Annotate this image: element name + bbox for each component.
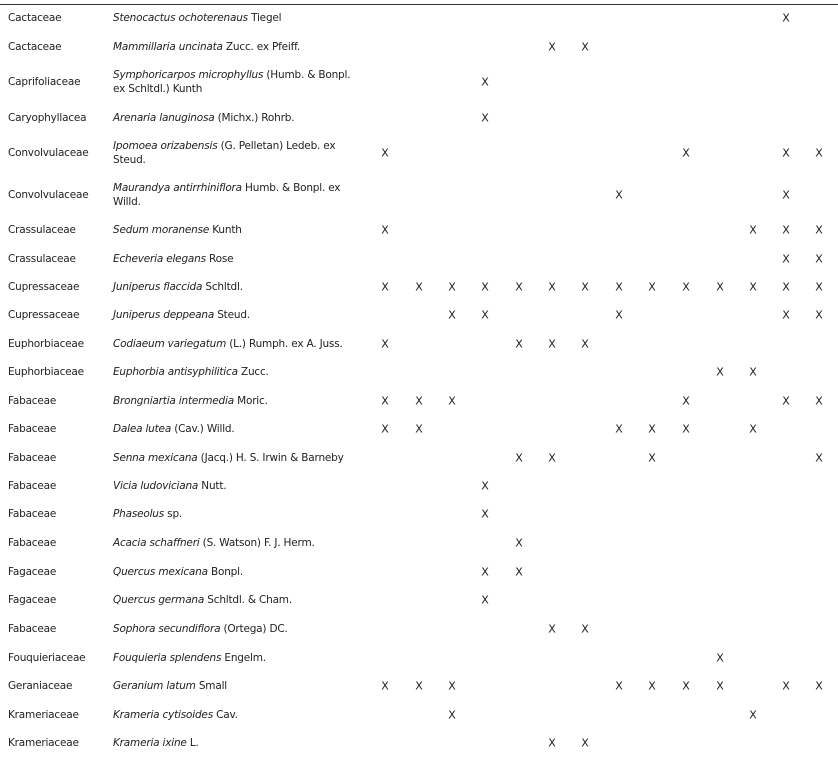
presence-mark: X: [548, 736, 556, 750]
species-name: Brongniartia intermedia: [113, 394, 234, 407]
family-cell: Fabaceae: [8, 480, 57, 492]
presence-mark: X: [782, 679, 790, 693]
family-cell: Fabaceae: [8, 536, 57, 549]
table-row: [0, 528, 838, 557]
species-cell: [113, 111, 363, 125]
species-cell: [113, 139, 363, 167]
species-author: Rose: [205, 252, 234, 265]
presence-mark: X: [749, 422, 757, 436]
presence-mark: X: [481, 280, 489, 294]
species-cell: [113, 451, 363, 465]
family-cell: Fabaceae: [8, 394, 57, 407]
species-cell: [113, 40, 363, 54]
presence-mark: X: [381, 679, 389, 693]
table-row: [0, 61, 838, 103]
species-name: Stenocactus ochoterenaus: [113, 12, 248, 24]
presence-mark: X: [548, 40, 556, 53]
presence-mark: X: [716, 679, 724, 693]
presence-mark: X: [415, 422, 423, 436]
species-author: (L.) Rumph. ex A. Juss.: [226, 337, 343, 350]
species-author: Steud.: [214, 309, 250, 321]
table-row: [0, 443, 838, 472]
species-author: sp.: [164, 508, 183, 520]
presence-mark: X: [515, 280, 523, 294]
presence-mark: X: [648, 679, 656, 693]
table-row: [0, 244, 838, 273]
species-name: Krameria ixine: [113, 737, 187, 749]
presence-mark: X: [782, 252, 790, 265]
species-author: Schltdl. & Cham.: [204, 594, 292, 606]
species-name: Geranium latum: [113, 680, 196, 692]
species-author: (Ortega) DC.: [220, 622, 288, 635]
presence-mark: X: [581, 280, 589, 294]
family-cell: Crassulaceae: [8, 252, 76, 265]
table-row: [0, 614, 838, 643]
species-author: Nutt.: [198, 480, 227, 492]
species-cell: [113, 507, 363, 521]
family-cell: Euphorbiaceae: [8, 366, 84, 378]
presence-mark: X: [716, 651, 724, 664]
species-cell: [113, 337, 363, 351]
species-author: (Humb. & Bonpl. ex Schltdl.) Kunth: [113, 69, 351, 95]
presence-mark: X: [481, 507, 489, 521]
species-name: Sedum moranense: [113, 224, 210, 236]
presence-mark: X: [448, 679, 456, 693]
species-name: Dalea lutea: [113, 423, 172, 435]
presence-mark: X: [448, 280, 456, 294]
presence-mark: X: [716, 280, 724, 294]
species-name: Juniperus deppeana: [113, 309, 215, 321]
species-author: Humb. & Bonpl. ex Willd.: [113, 182, 341, 208]
table-row: [0, 415, 838, 443]
presence-mark: X: [615, 422, 623, 436]
species-cell: [113, 565, 363, 579]
presence-mark: X: [682, 679, 690, 693]
family-cell: Cupressaceae: [8, 281, 80, 293]
presence-mark: X: [782, 146, 790, 160]
presence-mark: X: [548, 622, 556, 635]
species-cell: [113, 252, 363, 266]
presence-mark: X: [815, 308, 823, 322]
family-cell: Fabaceae: [8, 622, 57, 635]
presence-mark: X: [782, 394, 790, 407]
presence-mark: X: [648, 280, 656, 294]
presence-mark: X: [415, 394, 423, 407]
presence-mark: X: [381, 394, 389, 407]
species-author: Kunth: [209, 224, 242, 236]
species-cell: [113, 394, 363, 408]
species-cell: [113, 593, 363, 607]
presence-mark: X: [782, 223, 790, 237]
presence-mark: X: [815, 394, 823, 407]
species-cell: [113, 651, 363, 665]
species-author: Tiegel: [247, 12, 282, 24]
species-cell: [113, 280, 363, 294]
table-row: [0, 32, 838, 61]
species-name: Vicia ludoviciana: [113, 480, 199, 492]
species-author: (Cav.) Willd.: [171, 423, 235, 435]
family-cell: Caryophyllacea: [8, 111, 87, 124]
presence-mark: X: [381, 337, 389, 350]
presence-mark: X: [581, 736, 589, 750]
species-name: Symphoricarpos microphyllus: [113, 69, 264, 81]
species-cell: [113, 622, 363, 636]
presence-mark: X: [682, 146, 690, 160]
table-row: [0, 472, 838, 500]
presence-mark: X: [749, 708, 757, 721]
species-author: (Michx.) Rohrb.: [214, 111, 295, 124]
presence-mark: X: [448, 394, 456, 407]
species-cell: [113, 708, 363, 722]
presence-mark: X: [481, 308, 489, 322]
presence-mark: X: [481, 593, 489, 607]
table-row: [0, 557, 838, 586]
presence-mark: X: [381, 223, 389, 237]
presence-mark: X: [682, 422, 690, 436]
species-name: Quercus mexicana: [113, 565, 208, 578]
presence-mark: X: [648, 451, 656, 464]
species-author: Small: [195, 680, 228, 692]
presence-mark: X: [782, 11, 790, 25]
family-cell: Euphorbiaceae: [8, 337, 84, 350]
presence-mark: X: [615, 308, 623, 322]
family-cell: Convolvulaceae: [8, 147, 89, 159]
table-row: [0, 386, 838, 415]
presence-mark: X: [782, 308, 790, 322]
table-row: [0, 643, 838, 672]
species-name: Mammillaria uncinata: [113, 40, 223, 53]
species-author: Zucc.: [237, 366, 269, 378]
species-cell: [113, 679, 363, 693]
family-cell: Fagaceae: [8, 565, 57, 578]
species-cell: [113, 68, 363, 96]
table-row: [0, 273, 838, 301]
family-cell: Cactaceae: [8, 40, 62, 53]
species-name: Ipomoea orizabensis: [113, 140, 218, 152]
presence-mark: X: [381, 422, 389, 436]
presence-mark: X: [815, 146, 823, 160]
species-cell: [113, 479, 363, 493]
family-cell: Geraniaceae: [8, 680, 73, 692]
presence-mark: X: [548, 280, 556, 294]
presence-mark: X: [481, 75, 489, 89]
species-author: Engelm.: [221, 651, 266, 664]
species-author: (G. Pelletan) Ledeb. ex Steud.: [113, 140, 336, 166]
presence-mark: X: [615, 679, 623, 693]
species-author: Bonpl.: [207, 565, 243, 578]
species-author: L.: [186, 737, 199, 749]
presence-mark: X: [815, 679, 823, 693]
species-author: Cav.: [212, 708, 238, 721]
presence-mark: X: [481, 479, 489, 493]
presence-mark: X: [381, 146, 389, 160]
table-row: [0, 174, 838, 216]
family-cell: Caprifoliaceae: [8, 76, 81, 88]
species-name: Quercus germana: [113, 594, 205, 606]
family-cell: Cupressaceae: [8, 309, 80, 321]
table-row: [0, 586, 838, 614]
species-name: Krameria cytisoides: [113, 708, 213, 721]
family-cell: Cactaceae: [8, 12, 62, 24]
species-name: Codiaeum variegatum: [113, 337, 227, 350]
species-name: Euphorbia antisyphilitica: [113, 366, 238, 378]
presence-mark: X: [615, 280, 623, 294]
presence-mark: X: [448, 308, 456, 322]
species-cell: [113, 308, 363, 322]
presence-mark: X: [381, 280, 389, 294]
family-cell: Convolvulaceae: [8, 189, 89, 201]
species-name: Acacia schaffneri: [113, 536, 200, 549]
species-cell: [113, 181, 363, 209]
family-cell: Krameriaceae: [8, 737, 79, 749]
species-cell: [113, 536, 363, 550]
presence-mark: X: [448, 708, 456, 721]
species-name: Fouquieria splendens: [113, 651, 222, 664]
family-cell: Fouquieriaceae: [8, 651, 86, 664]
species-author: Moric.: [233, 394, 268, 407]
presence-mark: X: [581, 622, 589, 635]
table-row: [0, 216, 838, 244]
species-name: Echeveria elegans: [113, 252, 206, 265]
table-row: [0, 500, 838, 528]
presence-mark: X: [581, 40, 589, 53]
species-author: (Jacq.) H. S. Irwin & Barneby: [197, 451, 344, 464]
species-author: Zucc. ex Pfeiff.: [222, 40, 301, 53]
species-name: Phaseolus: [113, 508, 165, 520]
species-cell: [113, 736, 363, 750]
family-cell: Fabaceae: [8, 508, 57, 520]
family-cell: Krameriaceae: [8, 708, 79, 721]
table-row: [0, 329, 838, 358]
species-author: (S. Watson) F. J. Herm.: [199, 536, 315, 549]
species-name: Maurandya antirrhiniflora: [113, 182, 242, 194]
presence-mark: X: [749, 223, 757, 237]
presence-mark: X: [782, 188, 790, 202]
presence-mark: X: [615, 188, 623, 202]
species-cell: [113, 223, 363, 237]
family-cell: Fabaceae: [8, 451, 57, 464]
presence-mark: X: [515, 565, 523, 578]
presence-mark: X: [815, 252, 823, 265]
table-row: [0, 672, 838, 700]
family-cell: Fabaceae: [8, 423, 57, 435]
species-name: Sophora secundiflora: [113, 622, 221, 635]
species-cell: [113, 365, 363, 379]
presence-mark: X: [415, 679, 423, 693]
presence-mark: X: [682, 280, 690, 294]
species-name: Senna mexicana: [113, 451, 198, 464]
table-row: [0, 132, 838, 174]
presence-mark: X: [415, 280, 423, 294]
presence-mark: X: [716, 365, 724, 379]
presence-mark: X: [682, 394, 690, 407]
presence-mark: X: [815, 280, 823, 294]
table-row: [0, 103, 838, 132]
family-cell: Crassulaceae: [8, 224, 76, 236]
presence-mark: X: [548, 451, 556, 464]
species-cell: [113, 422, 363, 436]
presence-mark: X: [749, 280, 757, 294]
species-name: Juniperus flaccida: [113, 281, 203, 293]
presence-mark: X: [648, 422, 656, 436]
presence-mark: X: [515, 451, 523, 464]
species-cell: [113, 11, 363, 25]
table-row: [0, 358, 838, 386]
presence-mark: X: [815, 451, 823, 464]
family-cell: Fagaceae: [8, 594, 57, 606]
presence-mark: X: [515, 337, 523, 350]
presence-mark: X: [749, 365, 757, 379]
presence-mark: X: [548, 337, 556, 350]
presence-mark: X: [481, 111, 489, 124]
species-author: Schltdl.: [202, 281, 243, 293]
table-row: [0, 4, 838, 32]
presence-mark: X: [515, 536, 523, 549]
presence-mark: X: [782, 280, 790, 294]
presence-mark: X: [481, 565, 489, 578]
presence-mark: X: [815, 223, 823, 237]
presence-mark: X: [581, 337, 589, 350]
table-row: [0, 301, 838, 329]
species-name: Arenaria lanuginosa: [113, 111, 215, 124]
table-row: [0, 700, 838, 729]
